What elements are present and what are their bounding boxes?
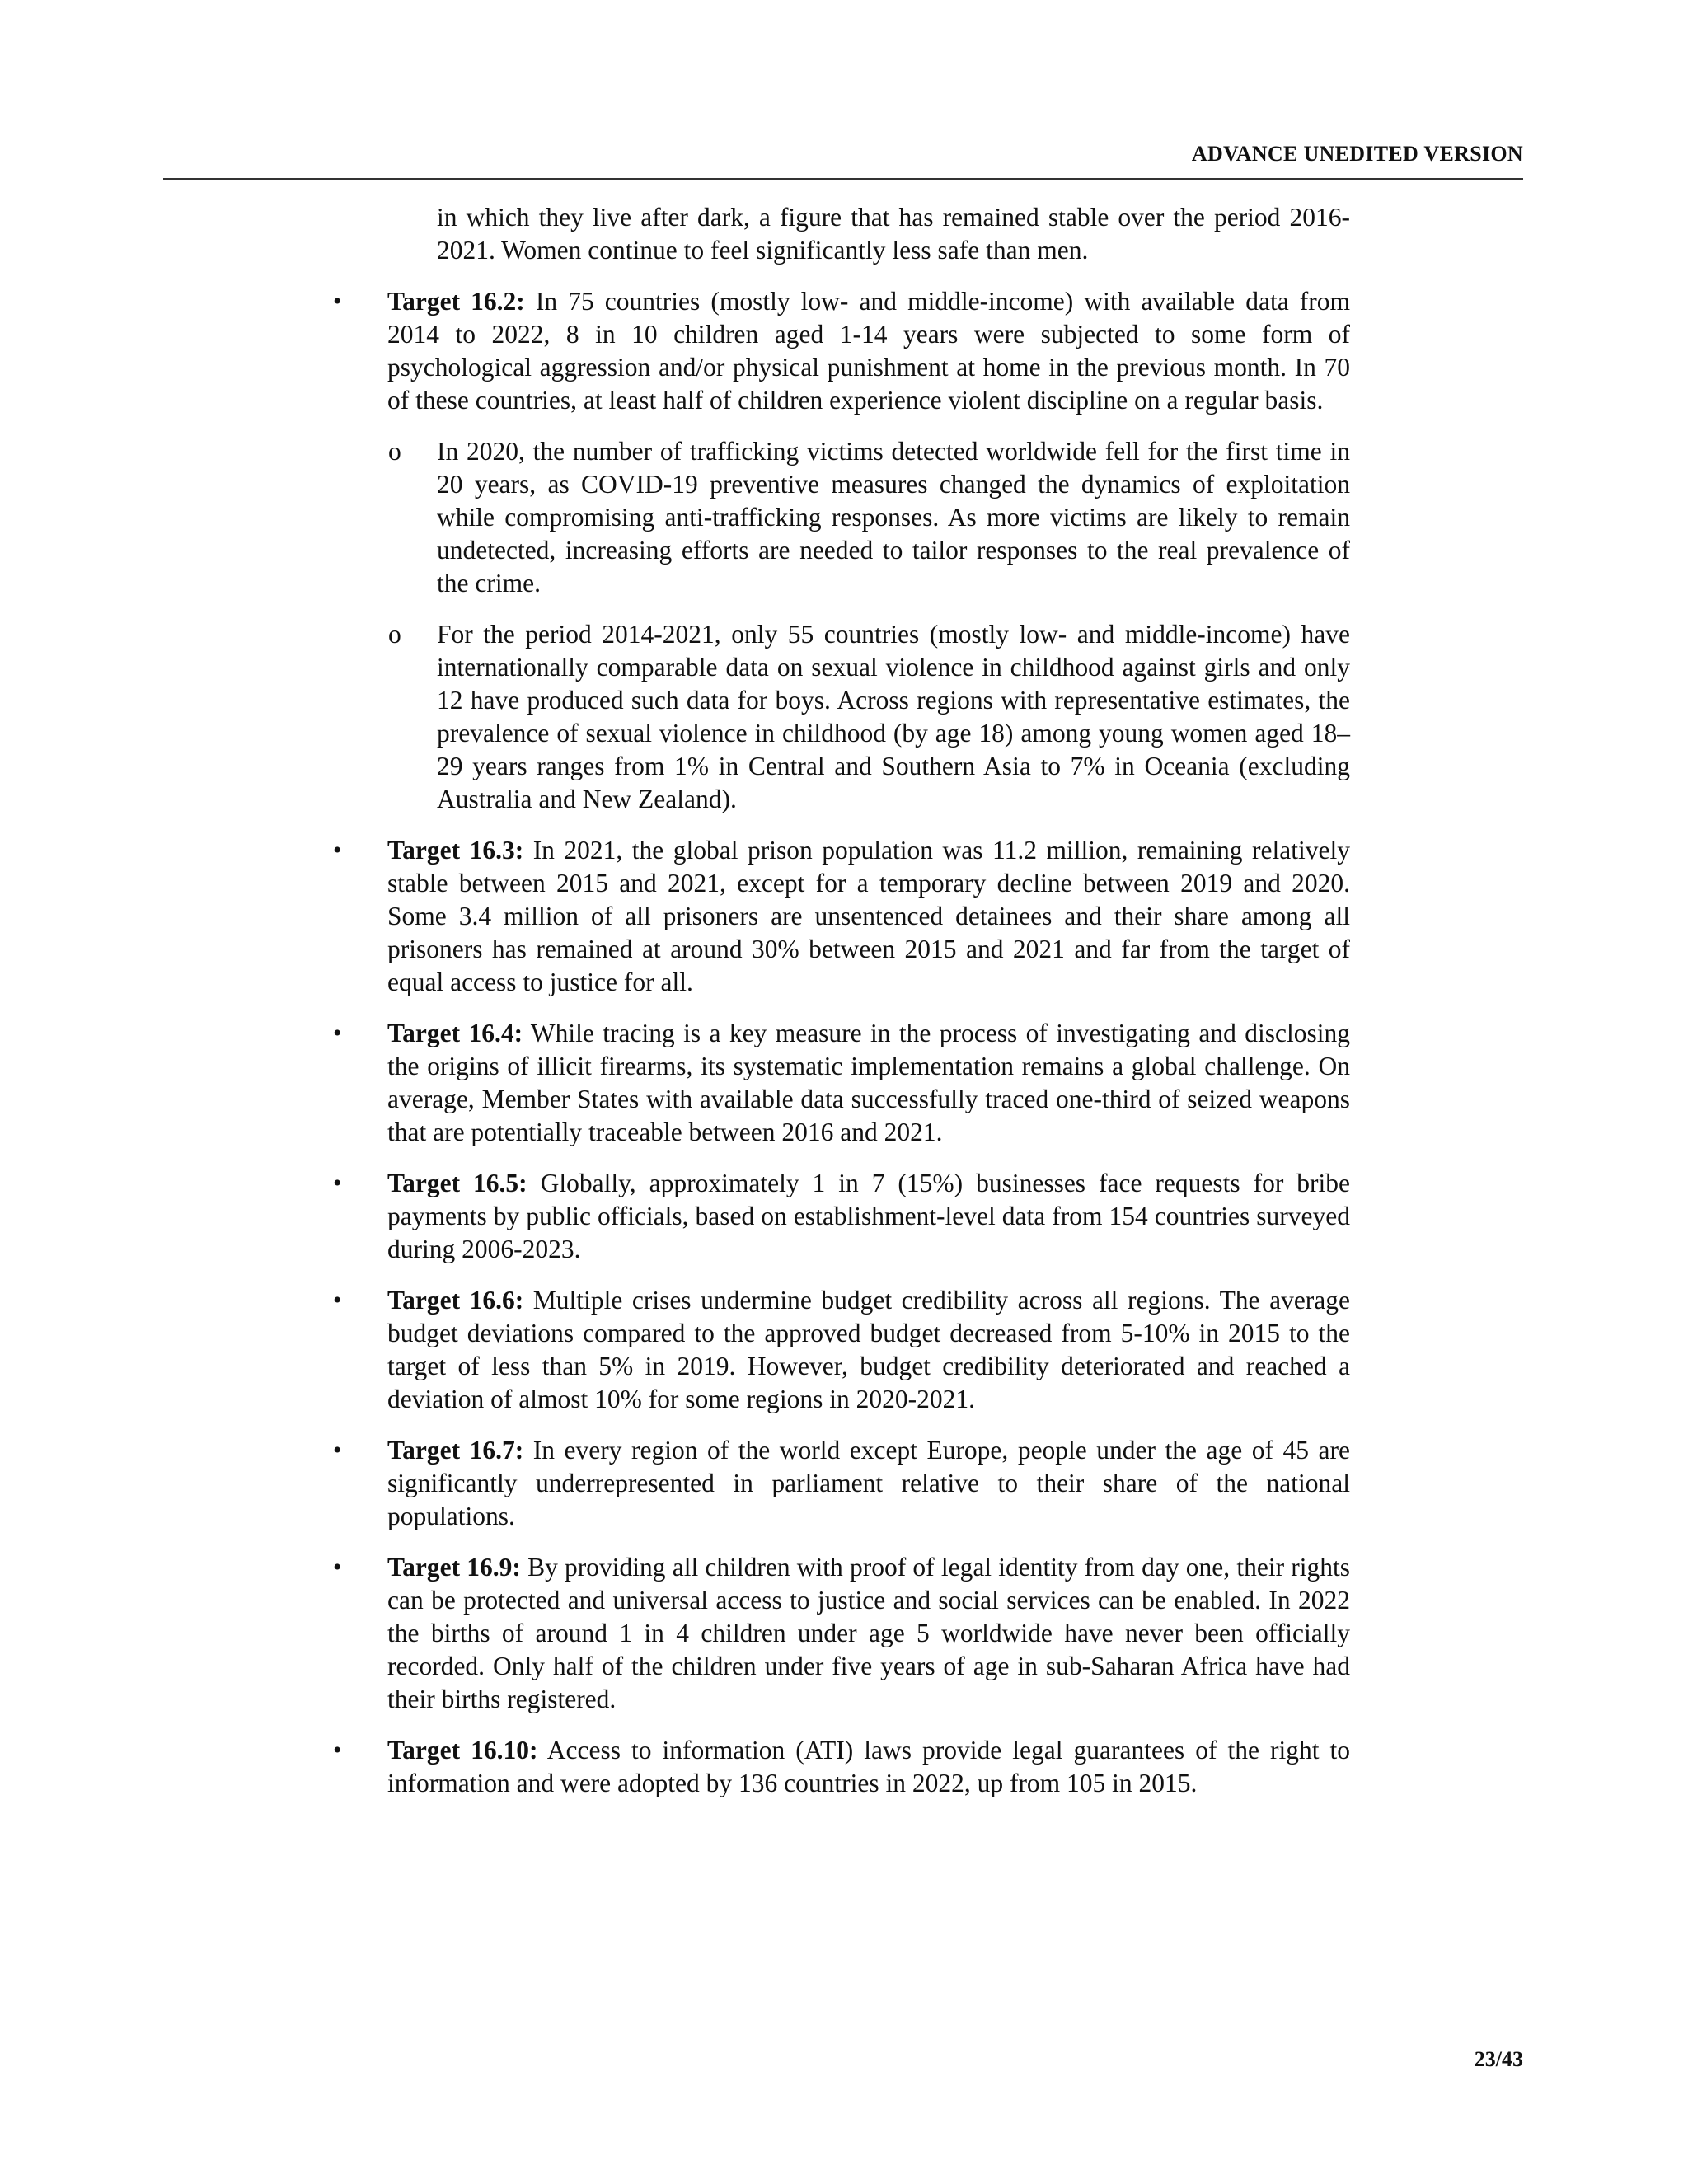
bullet-icon: • xyxy=(333,1554,342,1581)
target-text: While tracing is a key measure in the process of investigating and disclosing the origins of illicit firearms, its systematic implementation remains a global challenge. On average, Member States with available data successfully traced one-third of seized weapons that are potentially traceable between 2016 and 2021. xyxy=(387,1019,1350,1146)
sub-item-trafficking xyxy=(388,435,1350,600)
page-header xyxy=(163,140,1523,180)
target-label: Target 16.2: xyxy=(387,287,525,316)
target-label: Target 16.5: xyxy=(387,1169,528,1197)
target-text: In every region of the world except Europe, people under the age of 45 are significantly underrepresented in parliament relative to their share of the national populations. xyxy=(387,1436,1351,1530)
continuation-paragraph: in which they live after dark, a figure that has remained stable over the period 2016-2021. Women continue to feel significantly less safe than men. xyxy=(437,203,1350,265)
target-text: In 2021, the global prison population was 11.2 million, remaining relatively stable between 2015 and 2021, except for a temporary decline between 2019 and 2020. Some 3.4 million of all prisoners are unsentenced detainees and their share among all prisoners has remained at around 30% between 2015 and 2021 and far from the target of equal access to justice for all. xyxy=(387,836,1350,996)
target-text: Globally, approximately 1 in 7 (15%) businesses face requests for bribe payments by public officials, based on establishment-level data from 154 countries surveyed during 2006-2023. xyxy=(387,1169,1350,1263)
bullet-icon: • xyxy=(333,1019,342,1047)
target-label: Target 16.3: xyxy=(387,836,524,865)
target-16-6-item xyxy=(333,1284,1351,1416)
sub-item-text: For the period 2014-2021, only 55 countries (mostly low- and middle-income) have internationally comparable data on sexual violence in childhood against girls and only 12 have produced such data for boys. Across regions with representative estimates, the prevalence of sexual violence in childhood (by age 18) among young women aged 18–29 years ranges from 1% in Central and Southern Asia to 7% in Oceania (excluding Australia and New Zealand). xyxy=(437,620,1350,813)
target-label: Target 16.9: xyxy=(387,1553,521,1582)
sub-bullet-icon: o xyxy=(388,620,401,649)
bullet-icon: • xyxy=(333,288,342,315)
target-label: Target 16.10: xyxy=(387,1736,538,1765)
target-16-5-item xyxy=(333,1167,1350,1266)
target-16-9-item xyxy=(333,1551,1351,1716)
document-body xyxy=(163,201,1350,1818)
target-label: Target 16.6: xyxy=(387,1286,524,1315)
page-number: 23/43 xyxy=(1474,2047,1523,2071)
bullet-icon: • xyxy=(333,1286,342,1314)
header-title: ADVANCE UNEDITED VERSION xyxy=(1191,142,1523,166)
target-16-2-item xyxy=(333,285,1350,417)
sub-item-text: In 2020, the number of trafficking victims detected worldwide fell for the first time in 20 years, as COVID-19 preventive measures changed the dynamics of exploitation while compromising anti-trafficking responses. As more victims are likely to remain undetected, increasing efforts are needed to tailor responses to the real prevalence of the crime. xyxy=(437,437,1350,598)
target-16-4-item xyxy=(333,1017,1350,1149)
sub-bullet-icon: o xyxy=(388,437,401,466)
target-text: By providing all children with proof of legal identity from day one, their rights can be protected and universal access to justice and social services can be enabled. In 2022 the births of around 1 in 4 children under age 5 worldwide have never been officially recorded. Only half of the children under five years of age in sub-Saharan Africa have had their births registered. xyxy=(387,1553,1351,1713)
bullet-icon: • xyxy=(333,1436,342,1464)
sub-item-sexual-violence xyxy=(388,618,1350,816)
bullet-icon: • xyxy=(333,1169,342,1197)
target-label: Target 16.4: xyxy=(387,1019,523,1047)
target-16-7-item xyxy=(333,1434,1351,1533)
target-text: Multiple crises undermine budget credibility across all regions. The average budget deviations compared to the approved budget decreased from 5-10% in 2015 to the target of less than 5% in 2019. However, budget credibility deteriorated and reached a deviation of almost 10% for some regions in 2020-2021. xyxy=(387,1286,1351,1413)
target-16-10-item xyxy=(333,1734,1350,1800)
target-text: In 75 countries (mostly low- and middle-income) with available data from 2014 to 2022, 8 in 10 children aged 1-14 years were subjected to some form of psychological aggression and/or physical punishment at home in the previous month. In 70 of these countries, at least half of children experience violent discipline on a regular basis. xyxy=(387,287,1350,415)
target-label: Target 16.7: xyxy=(387,1436,524,1465)
bullet-icon: • xyxy=(333,837,342,864)
target-text: Access to information (ATI) laws provide legal guarantees of the right to information and were adopted by 136 countries in 2022, up from 105 in 2015. xyxy=(387,1736,1350,1797)
target-16-3-item xyxy=(333,834,1350,999)
bullet-icon: • xyxy=(333,1736,342,1764)
